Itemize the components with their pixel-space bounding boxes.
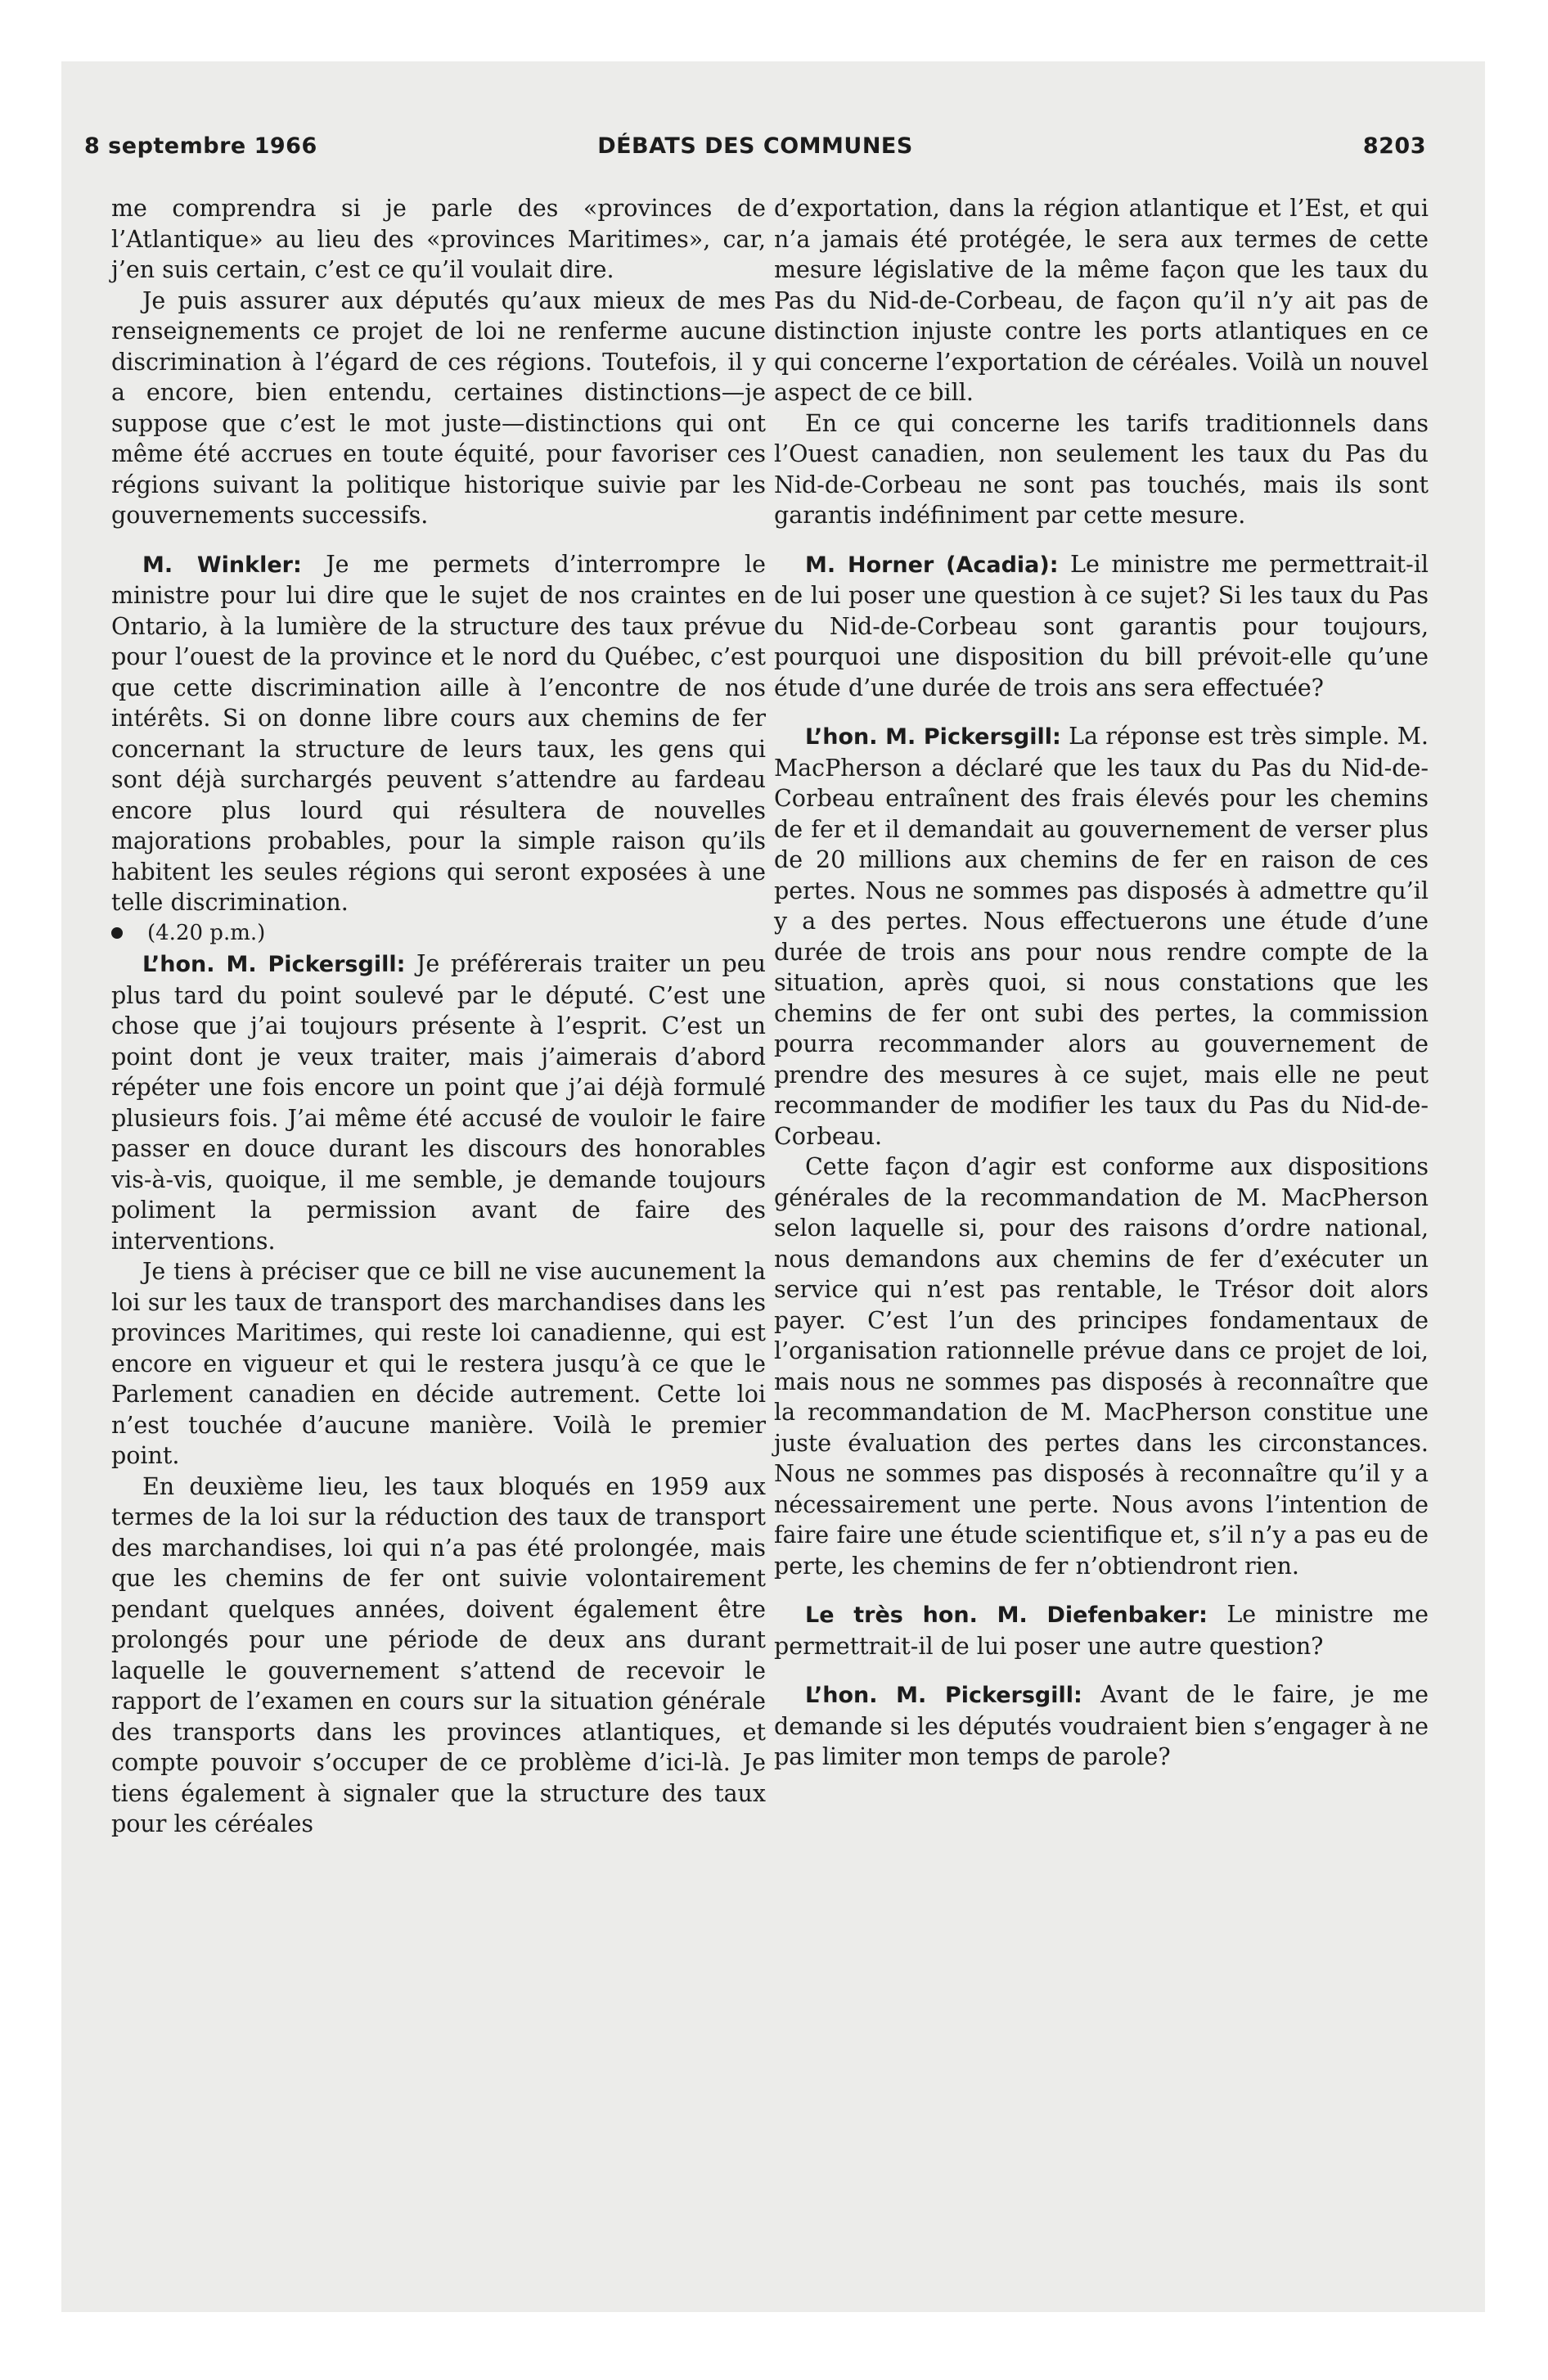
time-text: (4.20 p.m.) bbox=[147, 920, 266, 945]
bullet-icon bbox=[111, 927, 123, 939]
speech-paragraph bbox=[111, 949, 766, 1256]
speech-paragraph bbox=[774, 549, 1429, 704]
paragraph: Cette façon d’agir est conforme aux dispositions générales de la recommandation de M. MacPherson selon laquelle si, pour des raisons d’ordre national, nous demandons aux chemins de fer d’exécuter un service qui n’est pas rentable, le Trésor doit alors payer. C’est l’un des principes fondamentaux de l’organisation rationnelle prévue dans ce projet de loi, mais nous ne sommes pas disposés à reconnaître que la recommandation de M. MacPherson constitue une juste évaluation des pertes dans les circonstances. Nous ne sommes pas disposés à reconnaître qu’il y a nécessairement une perte. Nous avons l’intention de faire faire une étude scientifique et, s’il n’y a pas eu de perte, les chemins de fer n’obtiendront rien. bbox=[774, 1153, 1429, 1580]
speaker-name: L’hon. M. Pickersgill: bbox=[142, 952, 406, 977]
header-date: 8 septembre 1966 bbox=[84, 133, 317, 159]
right-column bbox=[774, 193, 1429, 1773]
paragraph: Je puis assurer aux députés qu’aux mieux de mes renseignements ce projet de loi ne renferme aucune discrimination à l’égard de ces régions. Toutefois, il y a encore, bien entendu, certaines distinctions—je suppose que c’est le mot juste—distinctions qui ont même été accrues en toute équité, pour favoriser ces régions suivant la politique historique suivie par les gouvernements successifs. bbox=[111, 286, 766, 529]
paragraph: En deuxième lieu, les taux bloqués en 1959 aux termes de la loi sur la réduction des taux de transport des marchandises, loi qui n’a pas été prolongée, mais que les chemins de fer ont suivie volontairement pendant quelques années, doivent également être prolongés pour une période de deux ans durant laquelle le gouvernement s’attend de recevoir le rapport de l’examen en cours sur la situation générale des transports dans les provinces atlantiques, et compte pouvoir s’occuper de ce problème d’ici-là. Je tiens également à signaler que la structure des taux pour les céréales bbox=[111, 1472, 766, 1837]
speech-paragraph bbox=[111, 549, 766, 918]
speech-text: Le ministre me permettrait-il de lui poser une autre question? bbox=[774, 1601, 1429, 1660]
speech-text: Le ministre me permettrait-il de lui poser une question à ce sujet? Si les taux du Pas du Nid-de-Corbeau sont garantis pour toujours, pourquoi une disposition du bill prévoit-elle qu’une étude d’une durée de trois ans sera effectuée? bbox=[774, 550, 1429, 701]
paragraph: Je tiens à préciser que ce bill ne vise aucunement la loi sur les taux de transport des marchandises dans les provinces Maritimes, qui reste loi canadienne, qui est encore en vigueur et qui le restera jusqu’à ce que le Parlement canadien en décide autrement. Cette loi n’est touchée d’aucune manière. Voilà le premier point. bbox=[111, 1258, 766, 1469]
paragraph: En ce qui concerne les tarifs traditionnels dans l’Ouest canadien, non seulement les taux du Pas du Nid-de-Corbeau ne sont pas touchés, mais ils sont garantis indéfiniment par cette mesure. bbox=[774, 409, 1429, 529]
left-column bbox=[111, 193, 766, 1840]
speaker-name: M. Winkler: bbox=[142, 552, 302, 578]
speaker-name: L’hon. M. Pickersgill: bbox=[805, 1683, 1082, 1708]
speech-paragraph bbox=[774, 1599, 1429, 1661]
speech-text: La réponse est très simple. M. MacPherson a déclaré que les taux du Pas du Nid-de-Corbeau entraînent des frais élevés pour les chemins de fer et il demandait au gouvernement de verser plus de 20 millions aux chemins de fer en raison de ces pertes. Nous ne sommes pas disposés à admettre qu’il y a des pertes. Nous effectuerons une étude d’une durée de trois ans pour nous rendre compte de la situation, après quoi, si nous constations que les chemins de fer ont subi des pertes, la commission pourra recommander alors au gouvernement de prendre des mesures à ce sujet, mais elle ne peut recommander de modifier les taux du Pas du Nid-de-Corbeau. bbox=[774, 723, 1429, 1150]
time-marker bbox=[111, 918, 766, 949]
speech-paragraph bbox=[774, 1679, 1429, 1773]
paragraph: d’exportation, dans la région atlantique et l’Est, et qui n’a jamais été protégée, le sera aux termes de cette mesure législative de la même façon que les taux du Pas du Nid-de-Corbeau, de façon qu’il n’y ait pas de distinction injuste contre les ports atlantiques en ce qui concerne l’exportation de céréales. Voilà un nouvel aspect de ce bill. bbox=[774, 195, 1429, 406]
speaker-name: M. Horner (Acadia): bbox=[805, 552, 1059, 578]
header-title: DÉBATS DES COMMUNES bbox=[597, 133, 913, 159]
speech-text: Avant de le faire, je me demande si les députés voudraient bien s’engager à ne pas limiter mon temps de parole? bbox=[774, 1681, 1429, 1770]
speech-text: Je préférerais traiter un peu plus tard du point soulevé par le député. C’est une chose que j’ai toujours présente à l’esprit. C’est un point dont je veux traiter, mais j’aimerais d’abord répéter une fois encore un point que j’ai déjà formulé plusieurs fois. J’ai même été accusé de vouloir le faire passer en douce durant les discours des honorables vis-à-vis, quoique, il me semble, je demande toujours poliment la permission avant de faire des interventions. bbox=[111, 950, 767, 1255]
speech-paragraph bbox=[774, 721, 1429, 1152]
speaker-name: Le très hon. M. Diefenbaker: bbox=[805, 1602, 1208, 1628]
page-header bbox=[84, 133, 1426, 168]
speech-text: Je me permets d’interrompre le ministre pour lui dire que le sujet de nos craintes en Ontario, à la lumière de la structure des taux prévue pour l’ouest de la province et le nord du Québec, c’est que cette discrimination aille à l’encontre de nos intérêts. Si on donne libre cours aux chemins de fer concernant la structure de leurs taux, les gens qui sont déjà surchargés peuvent s’attendre au fardeau encore plus lourd qui résultera de nouvelles majorations probables, pour la simple raison qu’ils habitent les seules régions qui seront exposées à une telle discrimination. bbox=[111, 550, 766, 916]
page-number: 8203 bbox=[1362, 133, 1426, 159]
paragraph: me comprendra si je parle des «provinces de l’Atlantique» au lieu des «provinces Maritimes», car, j’en suis certain, c’est ce qu’il voulait dire. bbox=[111, 195, 766, 283]
speaker-name: L’hon. M. Pickersgill: bbox=[805, 724, 1061, 750]
